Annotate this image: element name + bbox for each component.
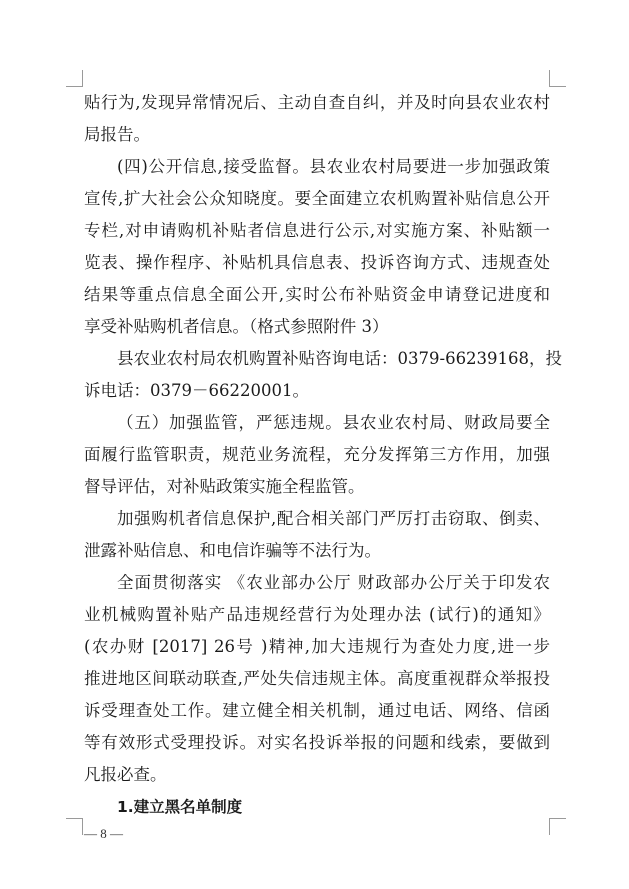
text-line: 等有效形式受理投诉。对实名投诉举报的问题和线索，要做到 [84, 733, 550, 752]
text-line: 县农业农村局农机购置补贴咨询电话：0379-66239168，投 [117, 349, 563, 368]
text-line: 贴行为,发现异常情况后、主动自查自纠，并及时向县农业农村 [84, 93, 550, 112]
text-line: 诉受理查处工作。建立健全相关机制，通过电话、网络、信函 [84, 701, 550, 720]
text-line: （五）加强监管，严惩违规。县农业农村局、财政局要全 [117, 413, 550, 432]
text-line: 督导评估，对补贴政策实施全程监管。 [84, 477, 365, 496]
text-line: 泄露补贴信息、和电信诈骗等不法行为。 [84, 541, 381, 560]
section-heading: 1.建立黑名单制度 [117, 798, 243, 816]
text-line: 宣传,扩大社会公众知晓度。要全面建立农机购置补贴信息公开 [84, 189, 550, 208]
text-line: 面履行监管职责，规范业务流程，充分发挥第三方作用，加强 [84, 445, 550, 464]
text-line: 专栏,对申请购机补贴者信息进行公示,对实施方案、补贴额一 [84, 221, 550, 240]
text-line: (四)公开信息,接受监督。县农业农村局要进一步加强政策 [117, 157, 550, 176]
text-line: 诉电话：0379－66220001。 [84, 381, 309, 400]
text-line: 享受补贴购机者信息。（格式参照附件 3） [84, 317, 389, 336]
page-number: — 8 — [84, 826, 123, 841]
text-line: (农办财 [2017] 26号 )精神,加大违规行为查处力度,进一步 [84, 637, 550, 656]
text-line: 业机械购置补贴产品违规经营行为处理办法 (试行)的通知》 [84, 605, 550, 624]
document-body [84, 87, 563, 823]
text-line: 推进地区间联动联查,严处失信违规主体。高度重视群众举报投 [84, 669, 550, 688]
crop-mark-top-left [66, 70, 83, 87]
text-line: 凡报必查。 [84, 765, 167, 784]
crop-mark-top-right [549, 70, 566, 87]
text-line: 结果等重点信息全面公开,实时公布补贴资金申请登记进度和 [84, 285, 550, 304]
text-line: 局报告。 [84, 125, 150, 144]
crop-mark-bottom-left [66, 818, 83, 835]
crop-mark-bottom-right [549, 818, 566, 835]
text-line: 览表、操作程序、补贴机具信息表、投诉咨询方式、违规查处 [84, 253, 550, 272]
text-line: 加强购机者信息保护,配合相关部门严厉打击窃取、倒卖、 [117, 509, 550, 528]
text-line: 全面贯彻落实 《农业部办公厅 财政部办公厅关于印发农 [117, 573, 550, 592]
